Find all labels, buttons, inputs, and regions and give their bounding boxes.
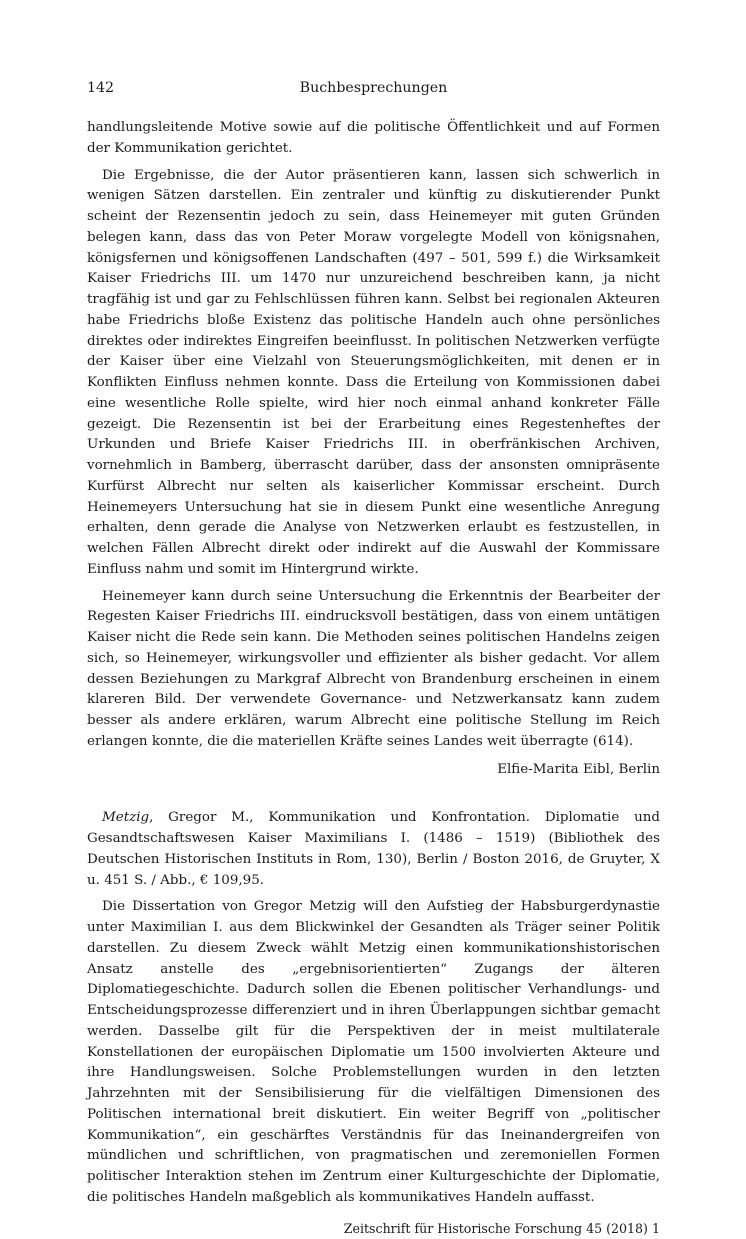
page-number: 142 [87,80,115,96]
review2-author: Metzig [102,810,150,826]
running-head: Buchbesprechungen [299,80,448,96]
page [87,80,660,1239]
review1-paragraph-3: Heinemeyer kann durch seine Untersuchung die Erkenntnis der Bearbeiter der Regesten Kaiser Friedrichs III. eindrucksvoll bestätigen, dass von einem untätigen Kaiser nicht die Rede sein kann. Die Methoden seines politischen Handelns zeigen sich, so Heinemeyer, wirkungsvoller und effizienter als bisher gedacht. Vor allem dessen Beziehungen zu Markgraf Albrecht von Brandenburg erscheinen in einem klareren Bild. Der verwendete Governance- und Netzwerkansatz kann zudem besser als andere erklären, warum Albrecht eine politische Stellung im Reich erlangen konnte, die die materiellen Kräfte seines Landes weit überragte (614). [87,588,660,749]
review2-citation-text: , Gregor M., Kommunikation und Konfrontation. Diplomatie und Gesandtschaftswesen Kaiser Maximilians I. (1486 – 1519) (Bibliothek des Deutschen Historischen Instituts in Rom, 130), Berlin / Boston 2016, de Gruyter, X u. 451 S. / Abb., € 109,95. [87,810,660,888]
review1-paragraph-1: handlungsleitende Motive sowie auf die politische Öffentlichkeit und auf Formen der Kommunikation gerichtet. [87,120,660,156]
journal-footer: Zeitschrift für Historische Forschung 45 (2018) 1 [343,1220,660,1236]
review1-paragraph-2: Die Ergebnisse, die der Autor präsentieren kann, lassen sich schwerlich in wenigen Sätzen darstellen. Ein zentraler und künftig zu diskutierender Punkt scheint der Rezensentin jedoch zu sein, dass Heinemeyer mit guten Gründen belegen kann, dass das von Peter Moraw vorgelegte Modell von königsnahen, königsfernen und königsoffenen Landschaften (497 – 501, 599 f.) die Wirksamkeit Kaiser Friedrichs III. um 1470 nur unzureichend beschreiben kann, ja nicht tragfähig ist und gar zu Fehlschlüssen führen kann. Selbst bei regionalen Akteuren habe Friedrichs bloße Existenz das politische Handeln auch ohne persönliches direktes oder indirektes Eingreifen beeinflusst. In politischen Netzwerken verfügte der Kaiser über eine Vielzahl von Steuerungsmöglichkeiten, mit denen er in Konflikten Einfluss nehmen konnte. Dass die Erteilung von Kommissionen dabei eine wesentliche Rolle spielte, wird hier noch einmal anhand konkreter Fälle gezeigt. Die Rezensentin ist bei der Erarbeitung eines Regestenheftes der Urkunden und Briefe Kaiser Friedrichs III. in oberfränkischen Archiven, vornehmlich in Bamberg, überrascht darüber, dass der ansonsten omnipräsente Kurfürst Albrecht nur selten als kaiserlicher Kommissar erscheint. Durch Heinemeyers Untersuchung hat sie in diesem Punkt eine wesentliche Anregung erhalten, denn gerade die Analyse von Netzwerken erlaubt es festzustellen, in welchen Fällen Albrecht direkt oder indirekt auf die Auswahl der Kommissare Einfluss nahm und somit im Hintergrund wirkte. [87,167,660,577]
page-header [87,80,660,104]
reviewer-signature: Elfie-Marita Eibl, Berlin [497,761,660,777]
review2-paragraph-1: Die Dissertation von Gregor Metzig will den Aufstieg der Habsburgerdynastie unter Maximilian I. aus dem Blickwinkel der Gesandten als Träger seiner Politik darstellen. Zu diesem Zweck wählt Metzig einen kommunikationshistorischen Ansatz anstelle des „ergebnisorientierten“ Zugangs der älteren Diplomatiegeschichte. Dadurch sollen die Ebenen politischer Verhandlungs- und Entscheidungsprozesse differenziert und in ihren Überlappungen sichtbar gemacht werden. Dasselbe gilt für die Perspektiven der in meist multilaterale Konstellationen der europäischen Diplomatie um 1500 involvierten Akteure und ihre Handlungsweisen. Solche Problemstellungen wurden in den letzten Jahrzehnten mit der Sensibilisierung für die vielfältigen Dimensionen des Politischen international breit diskutiert. Ein weiter Begriff von „politischer Kommunikation“, ein geschärftes Verständnis für das Ineinandergreifen von mündlichen und schriftlichen, von pragmatischen und zeremoniellen Formen politischer Interaktion stehen im Zentrum einer Kulturgeschichte der Diplomatie, die politisches Handeln maßgeblich als kommunikatives Handeln auffasst. [87,899,660,1205]
review2-citation [87,808,660,891]
